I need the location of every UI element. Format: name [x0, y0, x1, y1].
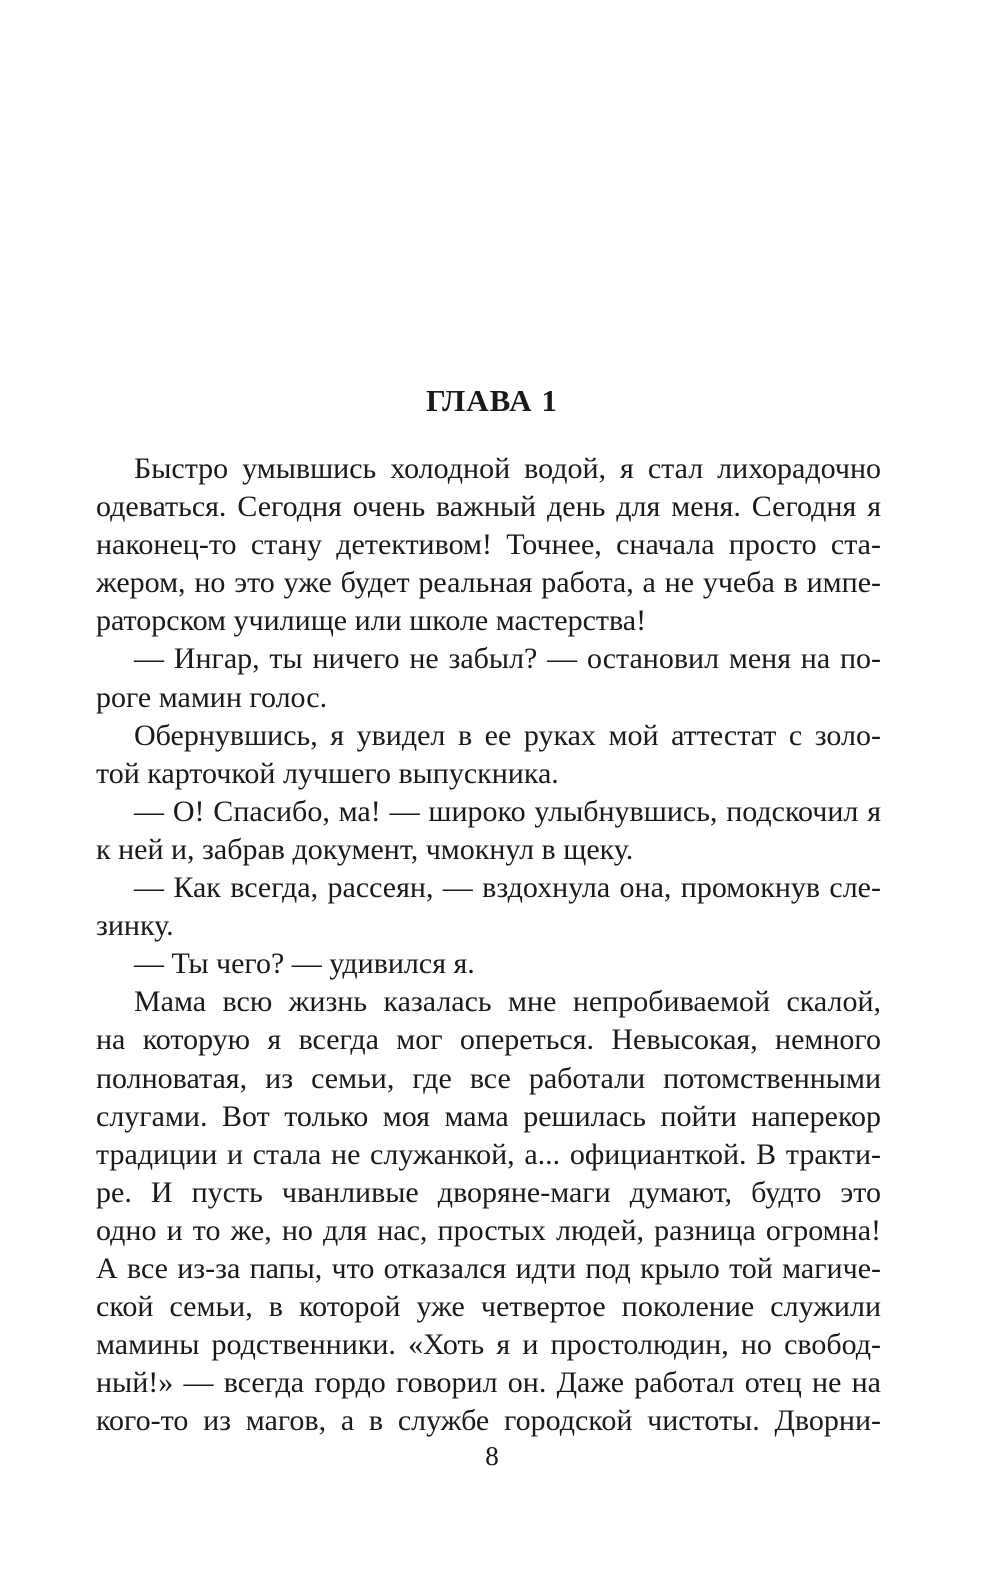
- text-line: Быстро умывшись холодной водой, я стал лихорадочно: [134, 452, 881, 485]
- text-line: кого-то из магов, а в службе городской чистоты. Дворни-: [96, 1404, 881, 1438]
- body-text: [96, 450, 881, 1440]
- text-line: — Ты чего? — удивился я.: [134, 947, 475, 981]
- text-line: жером, но это уже будет реальная работа, а не учеба в импе-: [96, 566, 881, 600]
- text-line: полноватая, из семьи, где все работали потомственными: [96, 1061, 881, 1095]
- text-line: традиции и стала не служанкой, а... официанткой. В тракти-: [96, 1137, 881, 1171]
- text-line: — Ингар, ты ничего не забыл? — остановил меня на по-: [134, 642, 881, 676]
- text-line: ской семьи, в которой уже четвертое поколение служили: [96, 1290, 881, 1324]
- text-line: ный!» — всегда гордо говорил он. Даже работал отец не на: [96, 1366, 881, 1400]
- text-line: зинку.: [96, 909, 174, 943]
- text-line: раторском училище или школе мастерства!: [96, 604, 647, 638]
- text-line: А все из-за папы, что отказался идти под крыло той магиче-: [96, 1251, 881, 1285]
- text-line: мамины родственники. «Хоть я и простолюдин, но свобод-: [96, 1328, 881, 1362]
- page-number: 8: [485, 1441, 499, 1471]
- text-line: одно и то же, но для нас, простых людей, разница огромна!: [96, 1213, 881, 1247]
- text-line: — Как всегда, рассеян, — вздохнула она, промокнув сле-: [134, 871, 881, 905]
- text-line: одеваться. Сегодня очень важный день для меня. Сегодня я: [96, 490, 881, 524]
- text-line: — О! Спасибо, ма! — широко улыбнувшись, подскочил я: [134, 794, 881, 828]
- text-line: на которую я всегда мог опереться. Невысокая, немного: [96, 1023, 881, 1057]
- text-line: роге мамин голос.: [96, 680, 328, 714]
- text-line: к ней и, забрав документ, чмокнул в щеку.: [96, 832, 634, 866]
- text-line: ре. И пусть чванливые дворяне-маги думают, будто это: [96, 1175, 881, 1209]
- text-line: наконец-то стану детективом! Точнее, сначала просто ста-: [96, 528, 881, 562]
- text-line: Мама всю жизнь казалась мне непробиваемой скалой,: [134, 985, 881, 1019]
- chapter-title: ГЛАВА 1: [426, 383, 558, 418]
- text-line: той карточкой лучшего выпускника.: [96, 756, 559, 790]
- text-line: Обернувшись, я увидел в ее руках мой аттестат с золо-: [134, 718, 881, 752]
- text-line: слугами. Вот только моя мама решилась пойти наперекор: [96, 1099, 881, 1133]
